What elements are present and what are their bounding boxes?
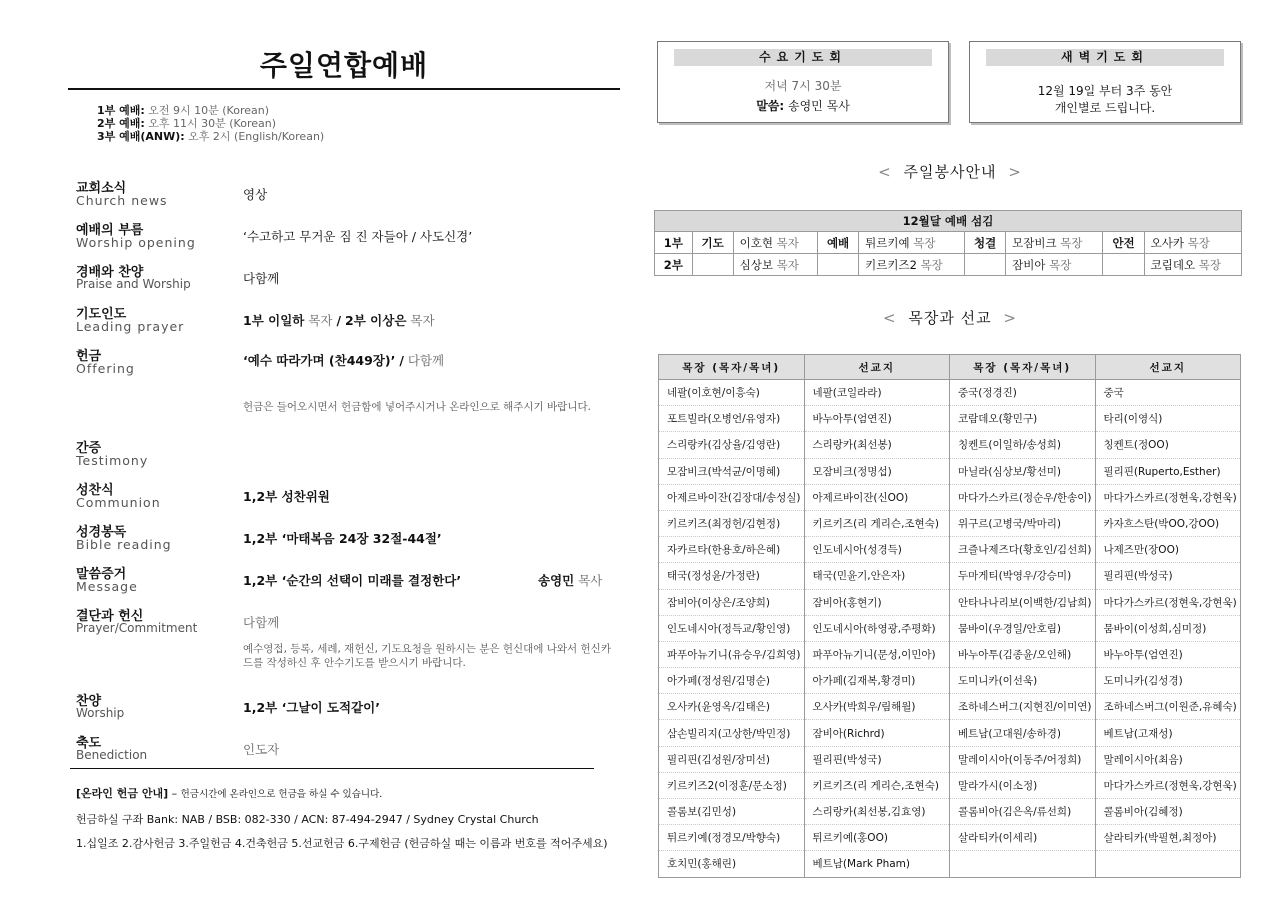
mokjang-cell: 키르키즈2(이정훈/문소정) — [659, 772, 805, 798]
order-title-ko: 교회소식 — [76, 181, 127, 196]
mission-row — [659, 406, 1241, 432]
mokjang-cell: 튀르키예(정경모/박향숙) — [659, 825, 805, 851]
order-title-en: Testimony — [76, 453, 149, 468]
mokjang-cell: 말레이시아(이동주/어정희) — [950, 746, 1096, 772]
speaker-role: 목사 — [578, 573, 603, 588]
service-label: 3부 예배(ANW): — [97, 130, 185, 143]
mission-field-cell: 인도네시아(성경득) — [804, 537, 950, 563]
mokjang-cell: 뭄바이(우경일/안호림) — [950, 615, 1096, 641]
mission-field-cell: 나제즈만(장OO) — [1095, 537, 1241, 563]
serving-title: 목자 — [776, 235, 799, 250]
order-value: ‘수고하고 무거운 짐 진 자들아 / 사도신경’ — [243, 229, 473, 244]
mission-row — [659, 563, 1241, 589]
mokjang-cell: 중국(정경진) — [950, 380, 1096, 406]
mokjang-cell: 인도네시아(정득교/황인영) — [659, 615, 805, 641]
mission-field-cell: 필리핀(박성국) — [1095, 563, 1241, 589]
order-title-en: Prayer/Commitment — [76, 621, 198, 635]
mission-field-cell: 키르키즈(리 게리슨,조현숙) — [804, 772, 950, 798]
mokjang-cell: 조하네스버그(지현진/이미연) — [950, 694, 1096, 720]
service-label: 2부 예배: — [97, 117, 145, 130]
mokjang-cell: 마다가스카르(정순우/한송이) — [950, 484, 1096, 510]
prayer-leader-1: 1부 이일하 — [243, 313, 305, 328]
chevron-right-icon: > — [1003, 309, 1017, 327]
mission-field-cell: 태국(민윤기,안은자) — [804, 563, 950, 589]
mission-field-cell: 키르키즈(리 게리슨,조현숙) — [804, 510, 950, 536]
serving-cell — [859, 232, 965, 254]
mokjang-cell: 두마게티(박영우/강승미) — [950, 563, 1096, 589]
mission-field-cell: 모잠비크(정명섭) — [804, 458, 950, 484]
order-value: 1,2부 ‘마태복음 24장 32절-44절’ — [243, 531, 442, 546]
mokjang-cell: 바누아투(김종윤/오인해) — [950, 641, 1096, 667]
mission-row — [659, 510, 1241, 536]
wednesday-label: 말씀: — [756, 99, 785, 113]
mission-field-cell: 타리(이영식) — [1095, 406, 1241, 432]
serving-cell — [859, 254, 965, 276]
mission-field-cell: 스리랑카(최선봉) — [804, 432, 950, 458]
prayer-role-2: 목자 — [410, 313, 435, 328]
serving-name: 튀르키예 — [865, 235, 910, 250]
order-title-ko: 결단과 헌신 — [76, 609, 144, 624]
online-dash: – — [171, 787, 178, 800]
mission-field-cell: 바누아투(엄연진) — [1095, 641, 1241, 667]
offering-who: 다함께 — [407, 353, 445, 368]
mission-section-title — [656, 307, 1244, 328]
serving-name: 심상보 — [739, 257, 773, 272]
serving-name: 키르키즈2 — [865, 257, 917, 272]
mission-field-cell: 인도네시아(하영광,주평화) — [804, 615, 950, 641]
dawn-line-1: 12월 19일 부터 3주 동안 — [1037, 84, 1173, 98]
serving-name: 코림데오 — [1150, 257, 1196, 272]
role-label: 청결 — [965, 232, 1006, 254]
mokjang-cell: 마닐라(심상보/황선미) — [950, 458, 1096, 484]
mokjang-cell: 오사카(윤영옥/김태은) — [659, 694, 805, 720]
serving-row-2 — [655, 254, 1242, 276]
service-value: 오후 11시 30분 (Korean) — [148, 117, 276, 130]
order-title-ko: 축도 — [76, 736, 102, 751]
serving-title-text: 주일봉사안내 — [903, 163, 997, 181]
speaker-name: 송영민 — [538, 573, 575, 588]
online-heading: [온라인 헌금 안내] — [76, 787, 169, 800]
order-title-en: Message — [76, 579, 138, 594]
mission-row — [659, 694, 1241, 720]
order-title-ko: 말씀증거 — [76, 567, 127, 582]
order-title-en: Worship — [76, 706, 125, 720]
role-label: 예배 — [818, 232, 859, 254]
serving-name: 모잠비크 — [1012, 235, 1057, 250]
mission-field-cell: 필리핀(Ruperto,Esther) — [1095, 458, 1241, 484]
mokjang-cell: 살라티카(이세리) — [950, 825, 1096, 851]
order-value — [243, 351, 444, 369]
mission-field-cell: 잠비아(Richrd) — [804, 720, 950, 746]
mission-row — [659, 615, 1241, 641]
order-value: 다함께 — [243, 615, 280, 630]
service-time-3 — [97, 130, 324, 143]
order-value: 1,2부 ‘순간의 선택이 미래를 결정한다’ — [243, 573, 462, 588]
mission-row — [659, 746, 1241, 772]
order-title-ko: 기도인도 — [76, 307, 127, 322]
role-label — [692, 254, 733, 276]
serving-name: 이호현 — [739, 235, 773, 250]
mission-field-cell: 네팔(코일라라) — [804, 380, 950, 406]
role-label: 기도 — [692, 232, 733, 254]
online-desc: 헌금시간에 온라인으로 헌금을 하실 수 있습니다. — [180, 789, 383, 800]
order-value: 다함께 — [243, 271, 280, 286]
mission-row — [659, 799, 1241, 825]
dawn-prayer-box — [969, 41, 1241, 123]
order-title-en: Communion — [76, 495, 161, 510]
mokjang-cell: 파푸아뉴기니(유승우/김희영) — [659, 641, 805, 667]
mission-header: 선교지 — [1095, 355, 1241, 380]
mokjang-cell: 호치민(홍해린) — [659, 851, 805, 877]
order-title-en: Offering — [76, 361, 135, 376]
order-title-ko: 경배와 찬양 — [76, 265, 144, 280]
service-value: 오후 2시 (English/Korean) — [188, 130, 325, 143]
mission-field-cell: 말레이시아(최음) — [1095, 746, 1241, 772]
mission-row — [659, 851, 1241, 877]
mission-header: 목장 (목자/목녀) — [659, 355, 805, 380]
title-divider — [68, 88, 620, 90]
mission-field-cell: 아제르바이잔(신OO) — [804, 484, 950, 510]
mokjang-cell: 아가페(정성원/김명순) — [659, 668, 805, 694]
serving-title: 목장 — [1049, 257, 1072, 272]
serving-cell — [1144, 254, 1241, 276]
mokjang-cell: 스리랑카(김상율/김영란) — [659, 432, 805, 458]
chevron-left-icon: < — [878, 163, 892, 181]
offering-hymn: ‘예수 따라가며 (찬449장)’ — [243, 353, 396, 368]
mission-field-cell: 칭켄트(정OO) — [1095, 432, 1241, 458]
mission-row — [659, 825, 1241, 851]
mission-field-cell — [1095, 851, 1241, 877]
offering-separator: / — [399, 353, 404, 368]
chevron-left-icon: < — [883, 309, 897, 327]
mission-field-cell: 베트남(Mark Pham) — [804, 851, 950, 877]
mission-field-cell: 도미니카(김성경) — [1095, 668, 1241, 694]
page-title: 주일연합예배 — [259, 49, 429, 82]
mission-field-cell: 중국 — [1095, 380, 1241, 406]
service-number: 2부 — [655, 254, 693, 276]
bank-account: 헌금하실 구좌 Bank: NAB / BSB: 082-330 / ACN: 87-494-2947 / Sydney Crystal Church — [76, 813, 539, 826]
serving-title: 목장 — [1187, 235, 1210, 250]
wednesday-speaker-line — [658, 97, 948, 114]
mission-field-cell: 마다가스카르(정현욱,강현욱) — [1095, 589, 1241, 615]
wednesday-prayer-box — [657, 41, 949, 123]
wednesday-role: 목사 — [826, 99, 850, 113]
mission-field-cell: 잠비아(홍현기) — [804, 589, 950, 615]
serving-title: 목장 — [920, 257, 943, 272]
order-value: 1,2부 성찬위원 — [243, 489, 330, 504]
mokjang-cell: 포트빌라(오병언/유영자) — [659, 406, 805, 432]
mokjang-cell: 콜롬비아(김은옥/류선희) — [950, 799, 1096, 825]
service-time-1 — [97, 104, 269, 117]
service-value: 오전 9시 10분 (Korean) — [148, 104, 269, 117]
service-label: 1부 예배: — [97, 104, 145, 117]
mokjang-cell: 아제르바이잔(김장대/송성실) — [659, 484, 805, 510]
serving-cell — [1006, 254, 1103, 276]
mokjang-cell: 말라가시(이소정) — [950, 772, 1096, 798]
mission-table-body — [659, 380, 1241, 878]
mokjang-cell: 코람데오(황민구) — [950, 406, 1096, 432]
mokjang-cell: 크즐나제즈다(황호인/김선희) — [950, 537, 1096, 563]
mission-field-cell: 뭄바이(이성희,심미정) — [1095, 615, 1241, 641]
mission-field-cell: 필리핀(박성국) — [804, 746, 950, 772]
online-offering-heading — [76, 785, 382, 801]
mokjang-cell: 콜롬보(김민성) — [659, 799, 805, 825]
role-label — [1103, 254, 1144, 276]
mokjang-cell: 키르키즈(최정헌/김현정) — [659, 510, 805, 536]
order-title-en: Church news — [76, 193, 168, 208]
order-title-en: Leading prayer — [76, 319, 185, 334]
mokjang-cell: 베트남(고대원/송하경) — [950, 720, 1096, 746]
order-value: 영상 — [243, 187, 268, 202]
mission-row — [659, 668, 1241, 694]
mokjang-cell: 자카르타(한용호/하은혜) — [659, 537, 805, 563]
mission-field-cell: 아가페(김재복,황경미) — [804, 668, 950, 694]
mokjang-cell: 모잠비크(박석균/이명혜) — [659, 458, 805, 484]
mission-field-cell: 튀르키예(홍OO) — [804, 825, 950, 851]
mission-field-cell: 카자흐스탄(박OO,강OO) — [1095, 510, 1241, 536]
mission-field-cell: 마다가스카르(정현욱,강현욱) — [1095, 772, 1241, 798]
serving-title: 목장 — [1198, 257, 1221, 272]
order-title-ko: 찬양 — [76, 694, 102, 709]
order-title-ko: 성찬식 — [76, 483, 114, 498]
service-time-2 — [97, 117, 276, 130]
mokjang-cell: 위구르(고병국/박마리) — [950, 510, 1096, 536]
mission-row — [659, 641, 1241, 667]
serving-cell — [1006, 232, 1103, 254]
serving-table-title: 12월달 예배 섬김 — [655, 211, 1242, 232]
order-value: 인도자 — [243, 742, 280, 757]
dawn-title: 새벽기도회 — [986, 49, 1224, 66]
service-number: 1부 — [655, 232, 693, 254]
mission-row — [659, 432, 1241, 458]
mokjang-cell: 삼손빌리지(고상한/박민정) — [659, 720, 805, 746]
order-title-ko: 성경봉독 — [76, 525, 127, 540]
serving-row-1 — [655, 232, 1242, 254]
order-title-ko: 예배의 부름 — [76, 223, 144, 238]
mission-field-cell: 마다가스카르(정현욱,강현욱) — [1095, 484, 1241, 510]
mission-row — [659, 720, 1241, 746]
mission-header: 목장 (목자/목녀) — [950, 355, 1096, 380]
mission-row — [659, 537, 1241, 563]
mokjang-cell: 잠비아(이상은/조양희) — [659, 589, 805, 615]
chevron-right-icon: > — [1008, 163, 1022, 181]
mission-field-cell: 살라티카(박필현,최정아) — [1095, 825, 1241, 851]
order-title-en: Bible reading — [76, 537, 172, 552]
order-title-en: Worship opening — [76, 235, 196, 250]
order-value — [243, 311, 435, 329]
offering-note: 헌금은 들어오시면서 헌금함에 넣어주시거나 온라인으로 해주시기 바랍니다. — [243, 401, 591, 413]
mission-field-cell: 스리랑카(최선봉,김효영) — [804, 799, 950, 825]
role-label — [818, 254, 859, 276]
order-title-en: Praise and Worship — [76, 277, 191, 291]
mission-row — [659, 458, 1241, 484]
mission-field-cell: 파푸아뉴기니(문성,이민아) — [804, 641, 950, 667]
serving-name: 오사카 — [1150, 235, 1184, 250]
serving-cell — [733, 254, 817, 276]
mission-field-cell: 바누아투(엄연진) — [804, 406, 950, 432]
mission-row — [659, 484, 1241, 510]
order-value: 1,2부 ‘그날이 도적같이’ — [243, 700, 380, 715]
mission-row — [659, 589, 1241, 615]
serving-section-title — [656, 161, 1244, 182]
mission-title-text: 목장과 선교 — [908, 309, 992, 327]
message-speaker — [538, 571, 602, 589]
wednesday-time: 저녁 7시 30분 — [764, 79, 842, 93]
serving-table — [654, 210, 1242, 276]
order-title-en: Benediction — [76, 748, 148, 762]
mokjang-cell: 태국(정성윤/가정란) — [659, 563, 805, 589]
mokjang-cell: 칭켄트(이일하/송성희) — [950, 432, 1096, 458]
mission-field-cell: 오사카(박희우/림해월) — [804, 694, 950, 720]
wednesday-speaker: 송영민 — [788, 99, 823, 113]
mokjang-cell — [950, 851, 1096, 877]
serving-cell — [733, 232, 817, 254]
mission-row — [659, 380, 1241, 406]
serving-title: 목자 — [776, 257, 799, 272]
mission-field-cell: 조하네스버그(이원준,유혜숙) — [1095, 694, 1241, 720]
serving-name: 잠비아 — [1012, 257, 1046, 272]
serving-title: 목장 — [1060, 235, 1083, 250]
mission-row — [659, 772, 1241, 798]
mission-field-cell: 콜롬비아(김혜정) — [1095, 799, 1241, 825]
bottom-divider — [70, 768, 594, 769]
order-title-ko: 헌금 — [76, 349, 102, 364]
wednesday-title: 수요기도회 — [674, 49, 932, 66]
mokjang-cell: 안타나나리보(이백한/김남희) — [950, 589, 1096, 615]
mission-field-cell: 베트남(고재성) — [1095, 720, 1241, 746]
mokjang-cell: 네팔(이호현/이흥숙) — [659, 380, 805, 406]
prayer-separator: / — [336, 313, 342, 328]
dawn-line-2: 개인별로 드립니다. — [1054, 101, 1156, 115]
serving-title: 목장 — [913, 235, 936, 250]
prayer-leader-2: 2부 이상은 — [345, 313, 407, 328]
mokjang-cell: 필리핀(김성원/장미선) — [659, 746, 805, 772]
mission-table — [658, 354, 1241, 878]
order-title-ko: 간증 — [76, 441, 102, 456]
commitment-note: 예수영접, 등록, 세례, 재헌신, 기도요청을 원하시는 분은 헌신대에 나와서 헌신카드를 작성하신 후 안수기도를 받으시기 바랍니다. — [243, 643, 611, 669]
prayer-role-1: 목자 — [308, 313, 333, 328]
role-label: 안전 — [1103, 232, 1144, 254]
role-label — [965, 254, 1006, 276]
serving-cell — [1144, 232, 1241, 254]
mission-header: 선교지 — [804, 355, 950, 380]
offering-categories: 1.십일조 2.감사헌금 3.주일헌금 4.건축헌금 5.선교헌금 6.구제헌금 (헌금하실 때는 이름과 번호를 적어주세요) — [76, 837, 608, 850]
mokjang-cell: 도미니카(이선욱) — [950, 668, 1096, 694]
